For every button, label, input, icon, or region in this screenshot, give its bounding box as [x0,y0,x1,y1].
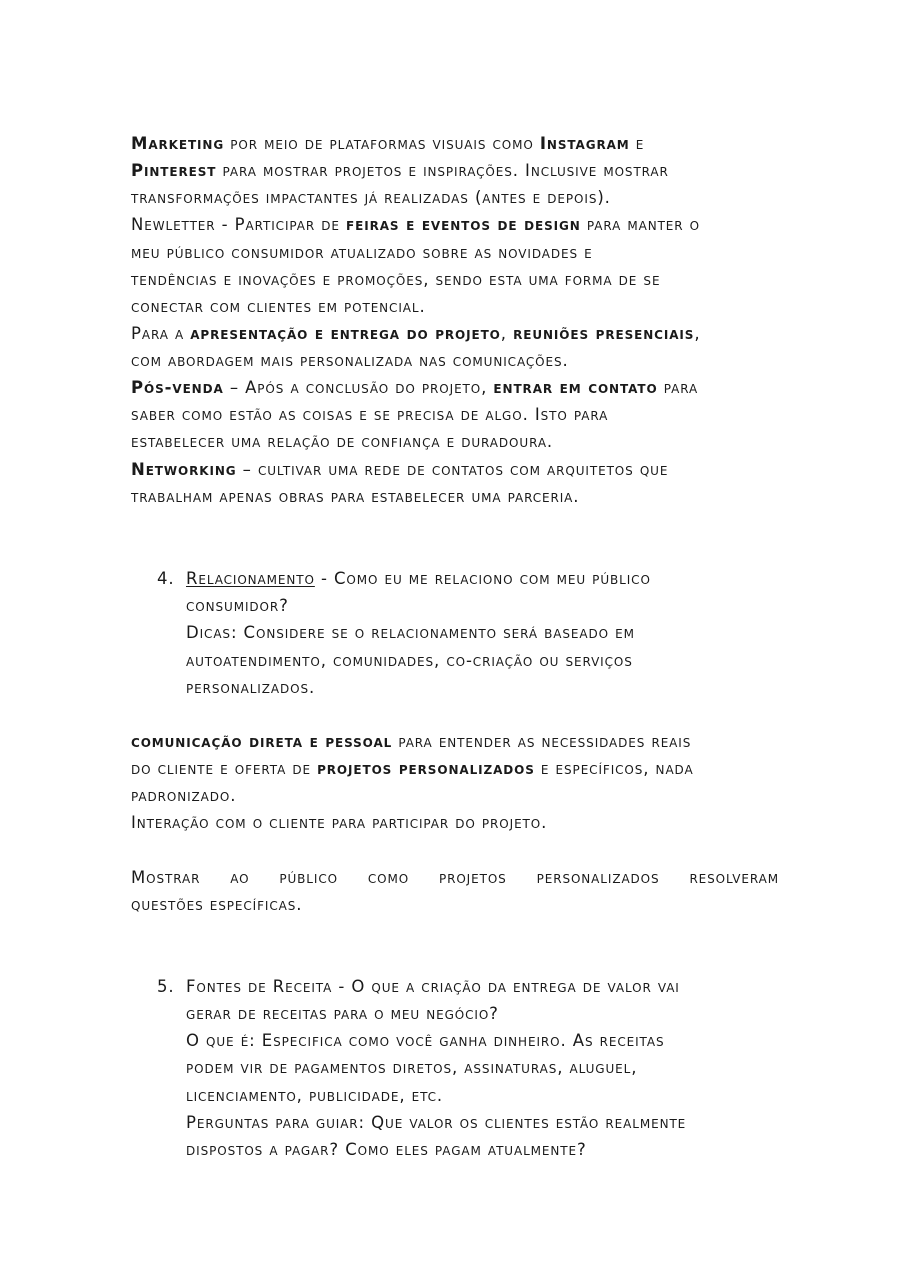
term-networking: Networking [131,460,237,479]
list-item-line [186,1000,778,1027]
text: – cultivar uma rede de contatos com arquitetos que [236,460,669,479]
term-instagram: Instagram [539,134,630,153]
list-item-fontes-receita [186,973,778,1000]
term-marketing: Marketing [131,134,225,153]
text: personalizados. [186,678,316,697]
text: padronizado. [131,786,237,805]
term-comunicacao: comunicação direta e pessoal [131,732,393,751]
paragraph-line [131,184,779,211]
text: Newletter - Participar de [131,215,347,234]
text: Mostrar ao público como projetos personalizados resolveram [131,868,779,887]
paragraph-line [131,483,779,510]
paragraph-line [131,401,779,428]
text: para manter o [580,215,701,234]
text: estabelecer uma relação de confiança e duradoura. [131,432,554,451]
paragraph-mostrar [131,864,779,891]
list-item-line [186,1109,778,1136]
text: Interação com o cliente para participar do projeto. [131,813,548,832]
text: licenciamento, publicidade, etc. [186,1086,444,1105]
term-contato: entrar em contato [493,378,658,397]
paragraph-line [131,293,779,320]
paragraph-line [131,211,779,238]
text: para [657,378,699,397]
paragraph-line [131,320,779,347]
list-number-5: 5. [157,977,175,996]
text: questões específicas. [131,895,303,914]
text: com abordagem mais personalizada nas comunicações. [131,351,569,370]
text: saber como estão as coisas e se precisa de algo. Isto para [131,405,609,424]
text: e específicos, nada [534,759,694,778]
paragraph-line [131,347,779,374]
text: e [629,134,645,153]
text: para mostrar projetos e inspirações. Inclusive mostrar [216,161,669,180]
text: Perguntas para guiar: Que valor os clientes estão realmente [186,1113,687,1132]
text: , [500,324,514,343]
paragraph-line [131,374,779,401]
heading-relacionamento: Relacionamento [186,569,315,588]
text: Para a [131,324,191,343]
text: Dicas: Considere se o relacionamento será baseado em [186,623,635,642]
list-item-relacionamento [186,565,778,592]
text: do cliente e oferta de [131,759,318,778]
text: , [694,324,701,343]
text: gerar de receitas para o meu negócio? [186,1004,499,1023]
text: consumidor? [186,596,289,615]
list-item-line [186,647,778,674]
text: autoatendimento, comunidades, co-criação ou serviços [186,651,633,670]
paragraph-line [131,266,779,293]
paragraph-line [131,157,779,184]
text: meu público consumidor atualizado sobre as novidades e [131,243,593,262]
text: O que é: Especifica como você ganha dinheiro. As receitas [186,1031,665,1050]
list-item-line [186,1136,778,1163]
term-pos-venda: Pós-venda [131,378,224,397]
paragraph-marketing [131,130,779,157]
text: dispostos a pagar? Como eles pagam atualmente? [186,1140,587,1159]
term-feiras: feiras e eventos de design [346,215,581,234]
text: trabalham apenas obras para estabelecer uma parceria. [131,487,580,506]
term-apresentacao: apresentação e entrega do projeto [190,324,501,343]
paragraph-line [131,428,779,455]
term-reunioes: reuniões presenciais [513,324,695,343]
list-item-line [186,1054,778,1081]
text: – Após a conclusão do projeto, [223,378,494,397]
list-item-line [186,619,778,646]
paragraph-line [131,239,779,266]
text: transformações impactantes já realizadas (antes e depois). [131,188,611,207]
list-number-4: 4. [157,569,175,588]
text: por meio de plataformas visuais como [224,134,540,153]
paragraph-line [131,782,779,809]
text: para entender as necessidades reais [392,732,692,751]
list-item-line [186,1027,778,1054]
paragraph-line [131,755,779,782]
text: Fontes de Receita - O que a criação da entrega de valor vai [186,977,680,996]
paragraph-line [131,456,779,483]
text: podem vir de pagamentos diretos, assinaturas, aluguel, [186,1058,638,1077]
term-projetos-personalizados: projetos personalizados [317,759,535,778]
term-pinterest: Pinterest [131,161,217,180]
paragraph-comunicacao [131,728,779,755]
list-item-line [186,674,778,701]
paragraph-line [131,891,779,918]
text: - Como eu me relaciono com meu público [314,569,651,588]
paragraph-line [131,809,779,836]
text: conectar com clientes em potencial. [131,297,426,316]
list-item-line [186,1082,778,1109]
text: tendências e inovações e promoções, sendo esta uma forma de se [131,270,661,289]
list-item-line [186,592,778,619]
